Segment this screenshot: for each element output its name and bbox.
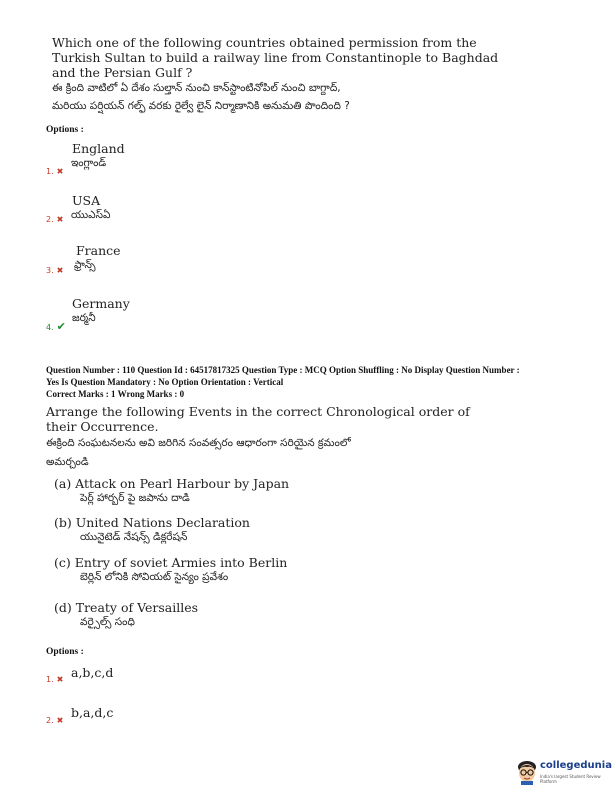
cross-icon: ✖ bbox=[56, 266, 64, 275]
option-number: 2. bbox=[46, 215, 54, 224]
cross-icon: ✖ bbox=[56, 716, 64, 725]
option-number: 1. bbox=[46, 675, 54, 684]
cross-icon: ✖ bbox=[56, 167, 64, 176]
option-1-telugu: ఇంగ్లాండ్ bbox=[71, 157, 107, 169]
question-meta-line: Question Number : 110 Question Id : 64517817325 Question Type : MCQ Option Shuffling : No Display Question Number : bbox=[46, 365, 520, 375]
event-d: (d) Treaty of Versailles bbox=[54, 600, 199, 615]
question-2-meta bbox=[46, 364, 586, 400]
mascot-icon bbox=[516, 759, 538, 785]
logo-tagline: India's largest Student Review Platform bbox=[540, 774, 601, 784]
cross-icon: ✖ bbox=[56, 215, 64, 224]
check-icon: ✔ bbox=[56, 320, 66, 333]
question-marks-line: Correct Marks : 1 Wrong Marks : 0 bbox=[46, 389, 185, 399]
option-number: 2. bbox=[46, 716, 54, 725]
option-1-english: England bbox=[72, 141, 125, 156]
question-1-telugu-line: మరియు పర్షియన్ గల్ఫ్ వరకు రైల్వే లైన్ నిర్మాణానికి అనుమతి పొందింది ? bbox=[52, 100, 350, 112]
option-number: 3. bbox=[46, 266, 54, 275]
question-1-line: Turkish Sultan to build a railway line from Constantinople to Baghdad bbox=[52, 50, 499, 65]
option-number: 1. bbox=[46, 167, 54, 176]
option-3-telugu: ఫ్రాన్స్ bbox=[74, 259, 96, 271]
question-2-telugu-line: అమర్చండి bbox=[46, 456, 89, 468]
options-label: Options : bbox=[46, 647, 84, 657]
option-4[interactable] bbox=[46, 320, 66, 333]
question-2-text bbox=[46, 404, 470, 470]
collegedunia-logo bbox=[516, 757, 612, 789]
option-1[interactable] bbox=[46, 167, 63, 176]
option-1-english: a,b,c,d bbox=[71, 665, 114, 680]
question-1-line: and the Persian Gulf ? bbox=[52, 65, 193, 80]
option-2-telugu: యుఎస్ఏ bbox=[71, 209, 111, 221]
question-1-telugu-line: ఈ క్రింది వాటిలో ఏ దేశం సుల్తాన్ నుంచి కాన్‌స్టాంటినోపిల్ నుంచి బాగ్దాద్, bbox=[52, 82, 341, 94]
question-2-line: Arrange the following Events in the correct Chronological order of bbox=[46, 404, 470, 419]
option-4-english: Germany bbox=[72, 296, 130, 311]
event-b-telugu: యునైటెడ్ నేషన్స్ డిక్లరేషన్ bbox=[80, 531, 188, 543]
event-a-telugu: పెర్ల్ హార్బర్ పై జపాను దాడి bbox=[80, 492, 190, 504]
option-3[interactable] bbox=[46, 266, 63, 275]
question-1-line: Which one of the following countries obtained permission from the bbox=[52, 35, 477, 50]
option-2-english: b,a,d,c bbox=[71, 705, 114, 720]
event-b: (b) United Nations Declaration bbox=[54, 515, 250, 530]
option-1[interactable] bbox=[46, 675, 63, 684]
event-a: (a) Attack on Pearl Harbour by Japan bbox=[54, 476, 290, 491]
question-meta-line: Yes Is Question Mandatory : No Option Orientation : Vertical bbox=[46, 377, 284, 387]
options-label: Options : bbox=[46, 125, 84, 135]
question-2-telugu-line: ఈక్రింది సంఘటనలను అవి జరిగిన సంవత్సరం ఆధారంగా సరియైన క్రమంలో bbox=[46, 437, 351, 449]
option-2[interactable] bbox=[46, 716, 63, 725]
option-3-english: France bbox=[76, 243, 121, 258]
option-4-telugu: జర్మనీ bbox=[72, 312, 96, 324]
question-2-line: their Occurrence. bbox=[46, 419, 159, 434]
logo-name: collegedunia bbox=[540, 760, 612, 771]
option-number: 4. bbox=[46, 323, 54, 332]
event-c-telugu: బెర్లిన్ లోనికి సోవియట్ సైన్యం ప్రవేశం bbox=[80, 571, 229, 583]
question-1-text bbox=[52, 35, 498, 114]
option-2[interactable] bbox=[46, 215, 63, 224]
option-2-english: USA bbox=[72, 193, 101, 208]
event-c: (c) Entry of soviet Armies into Berlin bbox=[54, 555, 288, 570]
event-d-telugu: వర్సైల్స్ సంధి bbox=[80, 616, 135, 628]
cross-icon: ✖ bbox=[56, 675, 64, 684]
